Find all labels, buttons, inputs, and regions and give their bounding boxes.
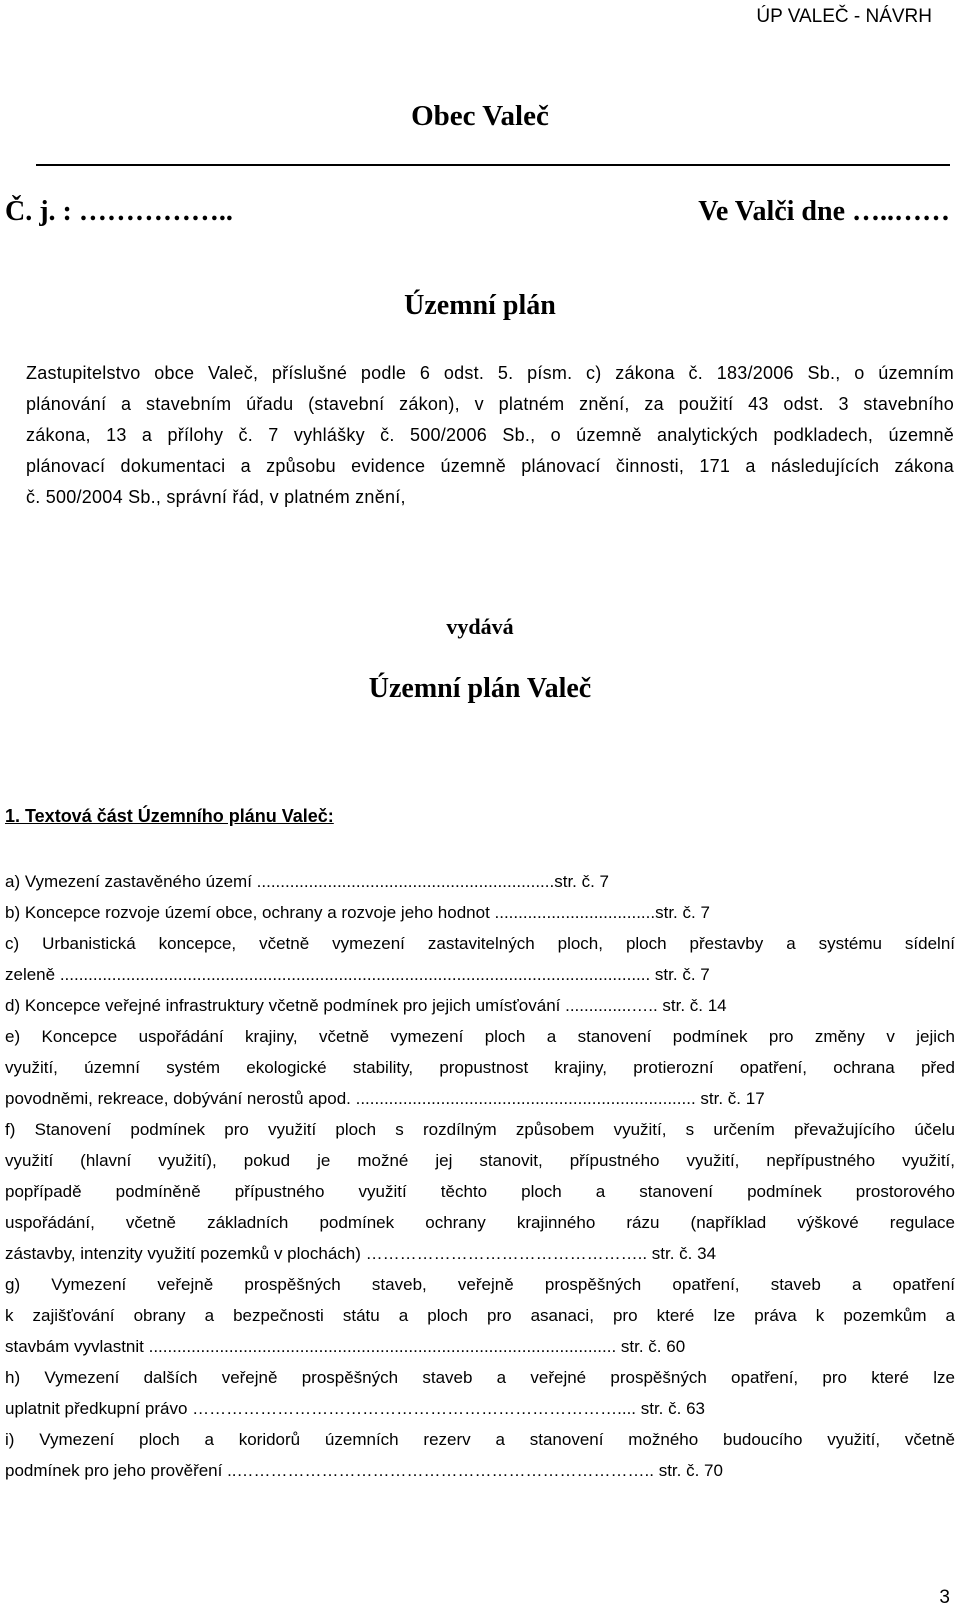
running-head: ÚP VALEČ - NÁVRH	[756, 6, 932, 27]
table-of-contents	[5, 866, 955, 1486]
intro-line: č. 500/2004 Sb., správní řád, v platném znění,	[26, 487, 406, 507]
toc-line: uplatnit předkupní právo ………………………………………………………………….... str. č. 63	[5, 1399, 705, 1418]
toc-entry	[5, 1021, 955, 1114]
section-title: 1. Textová část Územního plánu Valeč:	[5, 806, 334, 826]
toc-entry	[5, 1424, 955, 1486]
toc-line: h) Vymezení dalších veřejně prospěšných staveb a veřejné prospěšných opatření, pro které lze	[5, 1368, 955, 1387]
page-number: 3	[939, 1587, 950, 1608]
plan-name-heading: Územní plán Valeč	[368, 673, 592, 704]
title-divider	[36, 164, 950, 166]
toc-entry	[5, 1269, 955, 1362]
toc-line: f) Stanovení podmínek pro využití ploch s rozdílným způsobem využití, s určením převažujícího účelu	[5, 1120, 955, 1139]
toc-line: g) Vymezení veřejně prospěšných staveb, veřejně prospěšných opatření, staveb a opatření	[5, 1275, 955, 1294]
intro-line: plánovací dokumentaci a způsobu evidence územně plánovací činnosti, 171 a následujících zákona	[26, 456, 954, 476]
toc-entry	[5, 928, 955, 990]
intro-line: zákona, 13 a přílohy č. 7 vyhlášky č. 500/2006 Sb., o územně analytických podkladech, územně	[26, 425, 954, 445]
toc-entry	[5, 1362, 955, 1424]
toc-line: k zajišťování obrany a bezpečnosti státu a ploch pro asanaci, pro které lze práva k pozemkům a	[5, 1306, 955, 1325]
toc-entry	[5, 1114, 955, 1269]
toc-entry	[5, 866, 955, 897]
toc-line: c) Urbanistická koncepce, včetně vymezení zastavitelných ploch, ploch přestavby a systému sídelní	[5, 934, 955, 953]
intro-line: Zastupitelstvo obce Valeč, příslušné podle 6 odst. 5. písm. c) zákona č. 183/2006 Sb., o územním	[26, 363, 954, 383]
issues-statement: vydává	[446, 614, 514, 639]
date-line: Ve Valči dne …..……	[698, 196, 950, 227]
toc-line: zeleně ............................................................................................................................. str. č. 7	[5, 965, 710, 984]
toc-line: využití, územní systém ekologické stability, propustnost krajiny, protierozní opatření, ochrana před	[5, 1058, 955, 1077]
intro-line: plánování a stavebním úřadu (stavební zákon), v platném znění, za použití 43 odst. 3 stavebního	[26, 394, 954, 414]
toc-line: popřípadě podmíněně přípustného využití těchto ploch a stanovení podmínek prostorového	[5, 1182, 955, 1201]
toc-line: zástavby, intenzity využití pozemků v plochách) ………………………………………….. str. č. 34	[5, 1244, 717, 1263]
toc-line: uspořádání, včetně základních podmínek ochrany krajinného rázu (například výškové regulace	[5, 1213, 955, 1232]
toc-line: podmínek pro jeho prověření ..……………………………………………………………….. str. č. 70	[5, 1461, 723, 1480]
toc-line: i) Vymezení ploch a koridorů územních rezerv a stanovení možného budoucího využití, včetně	[5, 1430, 955, 1449]
toc-line: a) Vymezení zastavěného území ...............................................................str. č. 7	[5, 872, 610, 891]
reference-number: Č. j. : ……………..	[5, 196, 233, 227]
toc-line: d) Koncepce veřejné infrastruktury včetně podmínek pro jejich umísťování ..............….. str. č. 14	[5, 996, 727, 1015]
toc-line: stavbám vyvlastnit ................................................................................................... str. č. 60	[5, 1337, 686, 1356]
toc-entry	[5, 990, 955, 1021]
toc-line: b) Koncepce rozvoje území obce, ochrany a rozvoje jeho hodnot ..................................str. č. 7	[5, 903, 710, 922]
toc-line: povodněmi, rekreace, dobývání nerostů apod. ........................................................................ str. č. 17	[5, 1089, 765, 1108]
municipality-title: Obec Valeč	[411, 100, 549, 132]
toc-line: e) Koncepce uspořádání krajiny, včetně vymezení ploch a stanovení podmínek pro změny v jejich	[5, 1027, 955, 1046]
toc-line: využití (hlavní využití), pokud je možné jej stanovit, přípustného využití, nepřípustného využití,	[5, 1151, 955, 1170]
intro-paragraph	[26, 358, 954, 513]
document-heading: Územní plán	[404, 290, 556, 321]
toc-entry	[5, 897, 955, 928]
